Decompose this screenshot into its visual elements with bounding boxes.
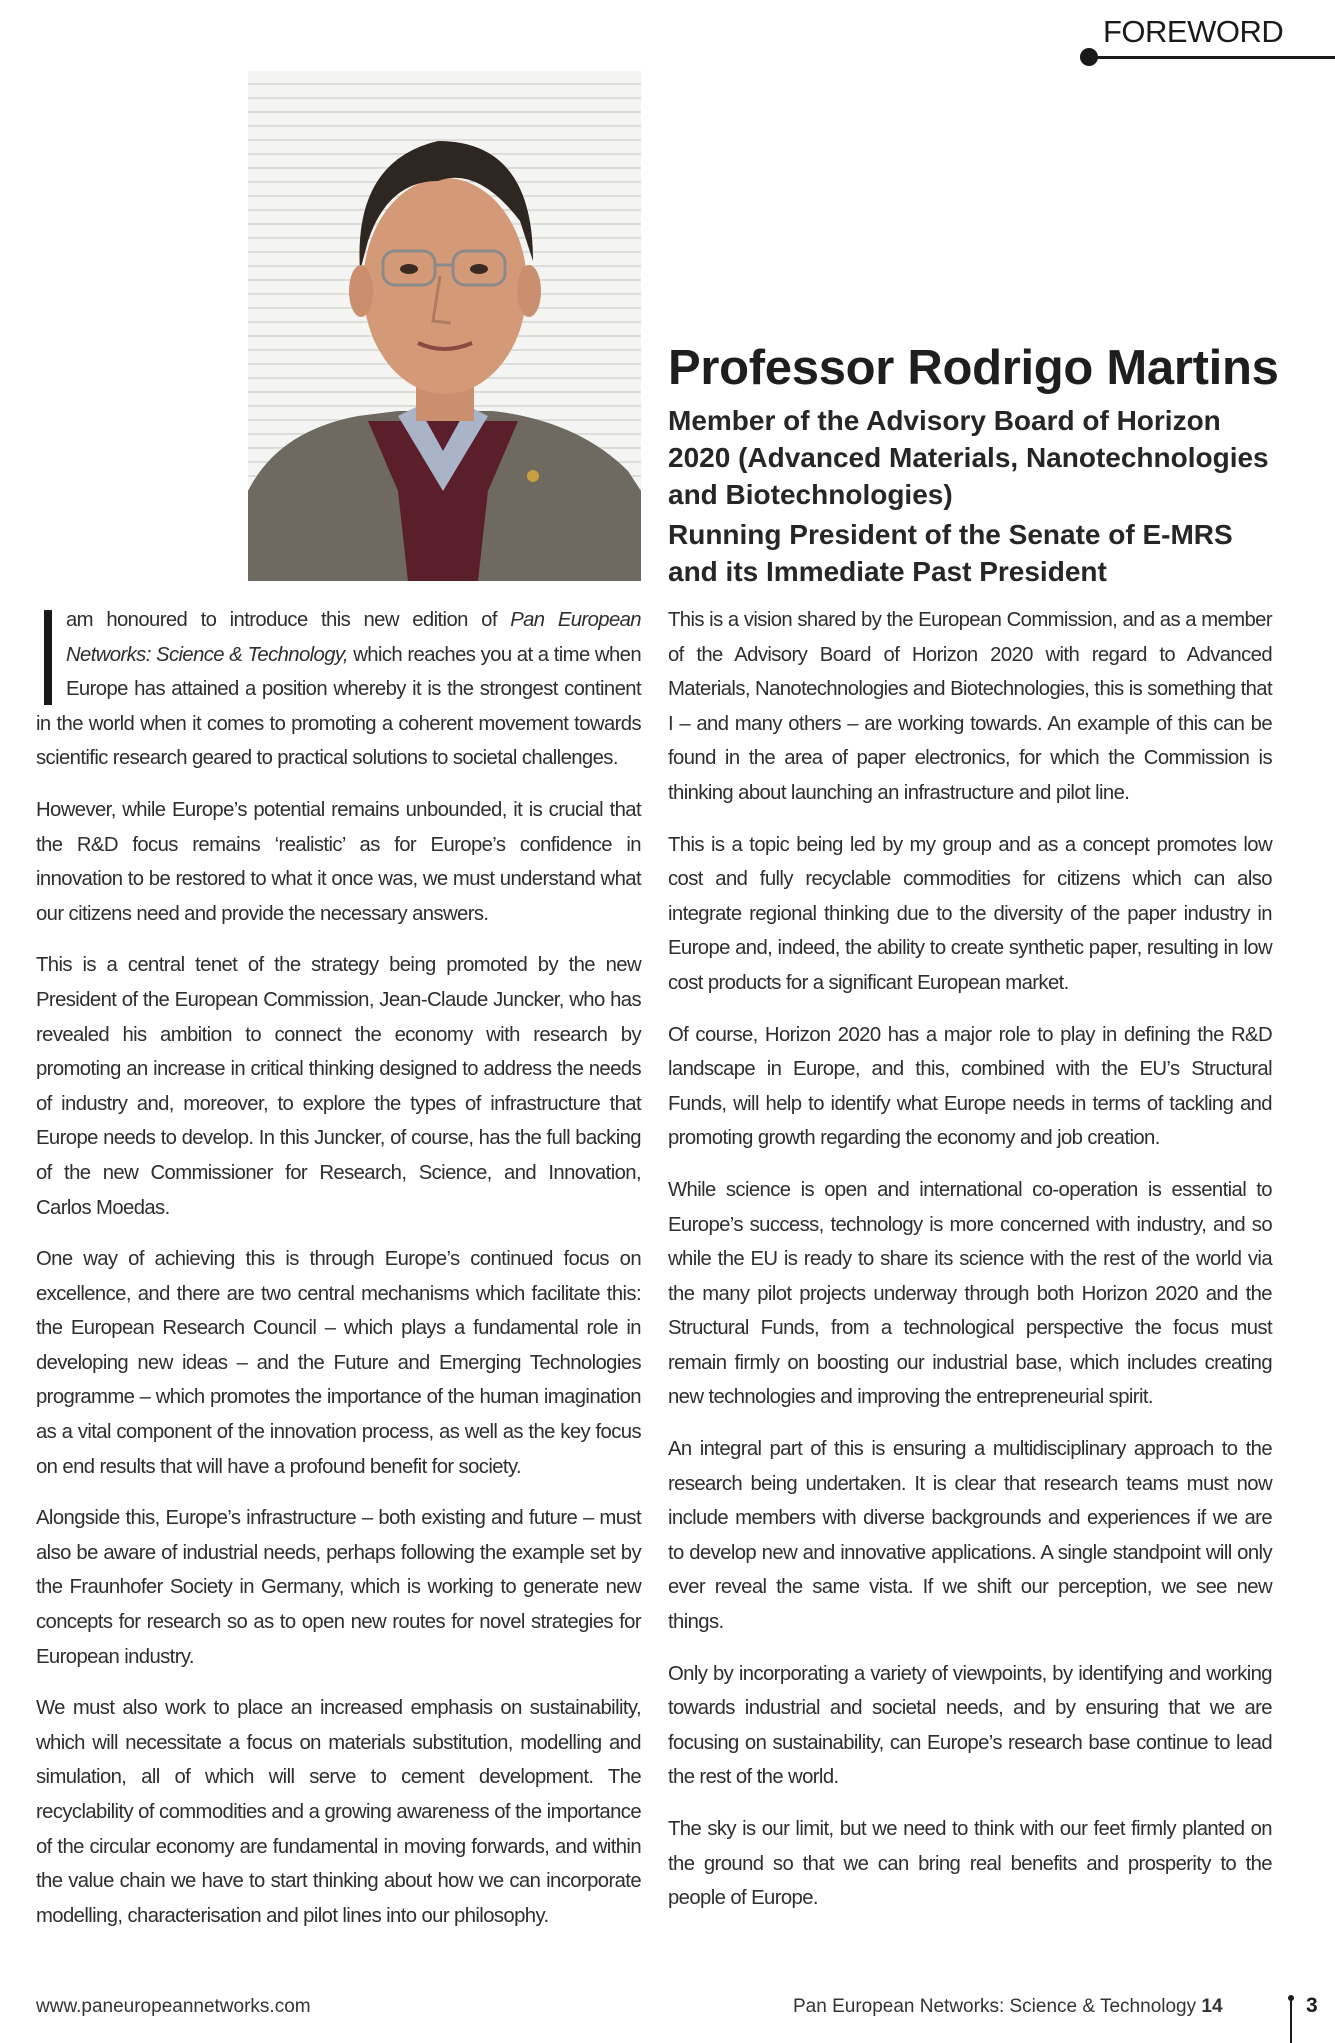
- author-role-emrs: Running President of the Senate of E-MRS and its Immediate Past President: [668, 519, 1233, 587]
- author-name: Professor Rodrigo Martins: [668, 341, 1279, 395]
- article-paragraph: While science is open and international co-operation is essential to Europe’s success, technology is more concerned with industry, and so while the EU is ready to share its science with the rest of the world via the many pilot projects underway through both Horizon 2020 and the Structural Funds, from a technological perspective the focus must remain firmly on boosting our industrial base, which includes creating new technologies and improving the entrepreneurial spirit.: [668, 1178, 1272, 1409]
- article-paragraph: This is a vision shared by the European Commission, and as a member of the Advisory Board of Horizon 2020 with regard to Advanced Materials, Nanotechnologies and Biotechnologies, this is something that I – and many others – are working towards. An example of this can be found in the area of paper electronics, for which the Commission is thinking about launching an infrastructure and pilot line.: [668, 609, 1272, 804]
- issue-number: 14: [1201, 1996, 1223, 2017]
- page-number: 3: [1306, 1994, 1318, 2017]
- author-role-advisory: Member of the Advisory Board of Horizon 2020 (Advanced Materials, Nanotechnologies and Biotechnologies): [668, 405, 1269, 510]
- author-photo: [248, 71, 641, 581]
- section-rule: [1088, 56, 1335, 59]
- footer-website: www.paneuropeannetworks.com: [36, 1996, 311, 2017]
- article-paragraph: This is a topic being led by my group and as a concept promotes low cost and fully recyclable commodities for citizens which can also integrate regional thinking due to the diversity of the paper industry in Europe and, indeed, the ability to create synthetic paper, resulting in low cost products for a significant European market.: [668, 833, 1272, 994]
- article-paragraph: We must also work to place an increased emphasis on sustainability, which will necessitate a focus on materials substitution, modelling and simulation, all of which will serve to cement development. The recyclability of commodities and a growing awareness of the importance of the circular economy are fundamental in moving forwards, and within the value chain we have to start thinking about how we can incorporate modelling, characterisation and pilot lines into our philosophy.: [36, 1697, 641, 1927]
- intro-paragraph: am honoured to introduce this new edition of Pan European Networks: Science & Technology, which reaches you at a time when Europe has attained a position whereby it is the strongest continent in the world when it comes to promoting a coherent movement towards scientific research geared to practical solutions to societal challenges.: [36, 609, 641, 770]
- article-column-right: [668, 603, 1272, 1933]
- article-paragraph: Alongside this, Europe’s infrastructure – both existing and future – must also be aware of industrial needs, perhaps following the example set by the Fraunhofer Society in Germany, which is working to generate new concepts for research so as to open new routes for novel strategies for European industry.: [36, 1507, 641, 1668]
- article-paragraph: Only by incorporating a variety of viewpoints, by identifying and working towards industrial and societal needs, and by ensuring that we are focusing on sustainability, can Europe’s research base continue to lead the rest of the world.: [668, 1662, 1272, 1789]
- drop-cap-i: [44, 610, 52, 705]
- article-paragraph: Of course, Horizon 2020 has a major role to play in defining the R&D landscape in Europe, and this, combined with the EU’s Structural Funds, will help to identify what Europe needs in terms of tackling and promoting growth regarding the economy and job creation.: [668, 1023, 1272, 1150]
- footer-divider: [1290, 2000, 1292, 2043]
- article-paragraph: One way of achieving this is through Europe’s continued focus on excellence, and there are two central mechanisms which facilitate this: the European Research Council – which plays a fundamental role in developing new ideas – and the Future and Emerging Technologies programme – which promotes the importance of the human imagination as a vital component of the innovation process, as well as the key focus on end results that will have a profound benefit for society.: [36, 1248, 641, 1478]
- article-column-left: [36, 603, 641, 1950]
- publication-name: Pan European Networks: Science & Technology,: [66, 609, 641, 666]
- article-paragraph: The sky is our limit, but we need to think with our feet firmly planted on the ground so that we can bring real benefits and prosperity to the people of Europe.: [668, 1818, 1272, 1910]
- footer-publication: Pan European Networks: Science & Technology 14: [793, 1996, 1223, 2017]
- article-paragraph: However, while Europe’s potential remains unbounded, it is crucial that the R&D focus remains ‘realistic’ as for Europe’s confidence in innovation to be restored to what it once was, we must understand what our citizens need and provide the necessary answers.: [36, 798, 641, 925]
- section-label: FOREWORD: [1103, 14, 1284, 49]
- article-paragraph: An integral part of this is ensuring a multidisciplinary approach to the research being undertaken. It is clear that research teams must now include members with diverse backgrounds and experiences if we are to develop new and innovative applications. A single standpoint will only ever reveal the same vista. If we shift our perception, we see new things.: [668, 1438, 1272, 1634]
- article-paragraph: This is a central tenet of the strategy being promoted by the new President of the European Commission, Jean-Claude Juncker, who has revealed his ambition to connect the economy with research by promoting an increase in critical thinking designed to address the needs of industry and, moreover, to explore the types of infrastructure that Europe needs to develop. In this Juncker, of course, has the full backing of the new Commissioner for Research, Science, and Innovation, Carlos Moedas.: [36, 954, 641, 1219]
